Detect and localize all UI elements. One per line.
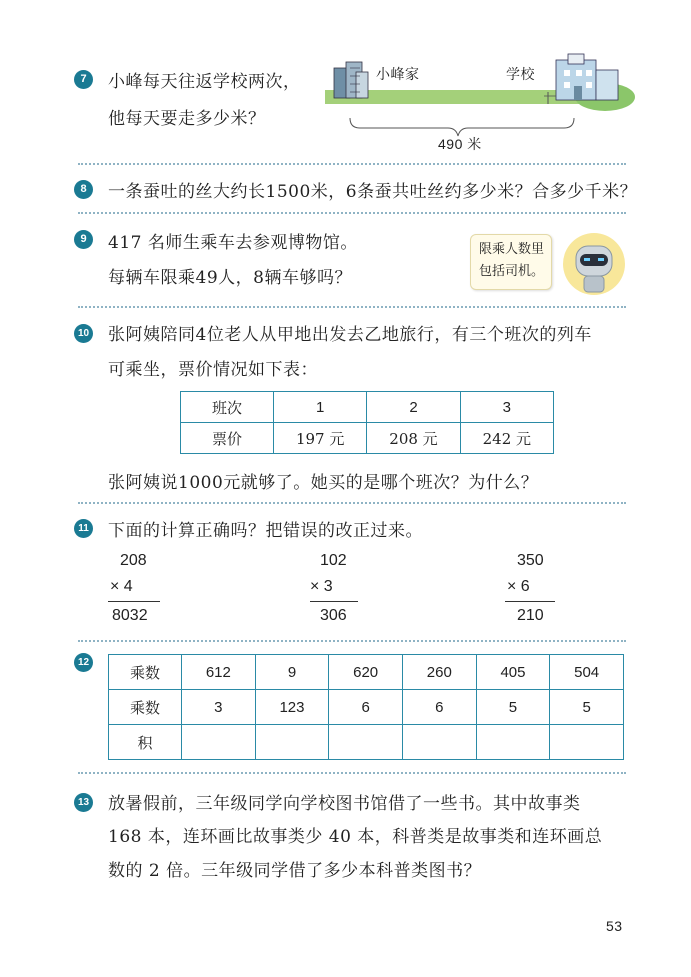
- factor-cell: 620: [329, 655, 403, 690]
- calc-top: 208: [120, 552, 147, 569]
- product-answer-cell[interactable]: [476, 725, 550, 760]
- price-cell: 208 元: [367, 423, 460, 454]
- q8-text: 一条蚕吐的丝大约长1500米，6条蚕共吐丝约多少米？合多少千米？: [108, 182, 638, 202]
- calc-result: 210: [517, 607, 544, 624]
- hint-line2: 包括司机。: [479, 264, 545, 279]
- q13-text-line1: 放暑假前，三年级同学向学校图书馆借了一些书。其中故事类: [108, 794, 581, 814]
- home-building-icon: [334, 62, 368, 98]
- robot-mascot-icon: [562, 232, 628, 298]
- q7-text-line2: 他每天要走多少米？: [108, 109, 266, 129]
- fare-table: [180, 391, 554, 454]
- distance-label: 490 米: [438, 136, 482, 152]
- question-number-11: 11: [74, 519, 93, 538]
- calc-3: [505, 552, 565, 632]
- q7-text-line1: 小峰每天往返学校两次，: [108, 72, 301, 92]
- row-label-factor1: 乘数: [109, 655, 182, 690]
- calc-top: 102: [320, 552, 347, 569]
- table-row: [181, 392, 554, 423]
- hint-line1: 限乘人数里: [479, 242, 545, 257]
- price-cell: 197 元: [274, 423, 367, 454]
- factor-cell: 6: [402, 690, 476, 725]
- calc-result: 8032: [112, 607, 148, 624]
- separator: [78, 212, 626, 214]
- calc-operator: × 4: [110, 578, 133, 595]
- factor-cell: 260: [402, 655, 476, 690]
- q10-text-line2: 可乘坐，票价情况如下表：: [108, 360, 318, 380]
- factor-cell: 405: [476, 655, 550, 690]
- q11-text: 下面的计算正确吗？把错误的改正过来。: [108, 521, 423, 541]
- factor-cell: 3: [182, 690, 256, 725]
- hint-bubble: [470, 234, 552, 290]
- calc-bar: [505, 601, 555, 602]
- factor-cell: 9: [255, 655, 329, 690]
- calc-result: 306: [320, 607, 347, 624]
- factor-cell: 123: [255, 690, 329, 725]
- q9-text-line1: 417 名师生乘车去参观博物馆。: [108, 233, 358, 253]
- q13-text-line3: 数的 2 倍。三年级同学借了多少本科普类图书？: [108, 861, 482, 881]
- q13-text-line2: 168 本，连环画比故事类少 40 本，科普类是故事类和连环画总: [108, 827, 603, 847]
- q10-question: 张阿姨说1000元就够了。她买的是哪个班次？为什么？: [108, 473, 539, 493]
- product-answer-cell[interactable]: [329, 725, 403, 760]
- table-row: [109, 655, 624, 690]
- separator: [78, 306, 626, 308]
- table-row: [109, 690, 624, 725]
- calc-bar: [108, 601, 160, 602]
- product-table: [108, 654, 624, 760]
- row-label-product: 积: [109, 725, 182, 760]
- question-number-9: 9: [74, 230, 93, 249]
- question-number-7: 7: [74, 70, 93, 89]
- calc-2: [310, 552, 370, 632]
- home-label: 小峰家: [376, 67, 420, 83]
- product-answer-cell[interactable]: [402, 725, 476, 760]
- run-cell: 2: [367, 392, 460, 423]
- factor-cell: 504: [550, 655, 624, 690]
- separator: [78, 772, 626, 774]
- q10-text-line1: 张阿姨陪同4位老人从甲地出发去乙地旅行，有三个班次的列车: [108, 325, 592, 345]
- run-cell: 1: [274, 392, 367, 423]
- separator: [78, 163, 626, 165]
- page-number: 53: [606, 918, 623, 934]
- question-number-13: 13: [74, 793, 93, 812]
- product-answer-cell[interactable]: [550, 725, 624, 760]
- calc-top: 350: [517, 552, 544, 569]
- q9-text-line2: 每辆车限乘49人，8辆车够吗？: [108, 268, 352, 288]
- calc-1: [108, 552, 168, 632]
- question-number-8: 8: [74, 180, 93, 199]
- price-cell: 242 元: [460, 423, 553, 454]
- question-number-12: 12: [74, 653, 93, 672]
- run-cell: 3: [460, 392, 553, 423]
- product-answer-cell[interactable]: [255, 725, 329, 760]
- calc-operator: × 3: [310, 578, 333, 595]
- separator: [78, 502, 626, 504]
- row-label-factor2: 乘数: [109, 690, 182, 725]
- factor-cell: 6: [329, 690, 403, 725]
- table-row: [181, 423, 554, 454]
- factor-cell: 612: [182, 655, 256, 690]
- factor-cell: 5: [550, 690, 624, 725]
- product-answer-cell[interactable]: [182, 725, 256, 760]
- row-header-run: 班次: [181, 392, 274, 423]
- factor-cell: 5: [476, 690, 550, 725]
- separator: [78, 640, 626, 642]
- school-label: 学校: [506, 67, 535, 83]
- table-row: [109, 725, 624, 760]
- question-number-10: 10: [74, 324, 93, 343]
- calc-operator: × 6: [507, 578, 530, 595]
- row-header-price: 票价: [181, 423, 274, 454]
- calc-bar: [310, 601, 358, 602]
